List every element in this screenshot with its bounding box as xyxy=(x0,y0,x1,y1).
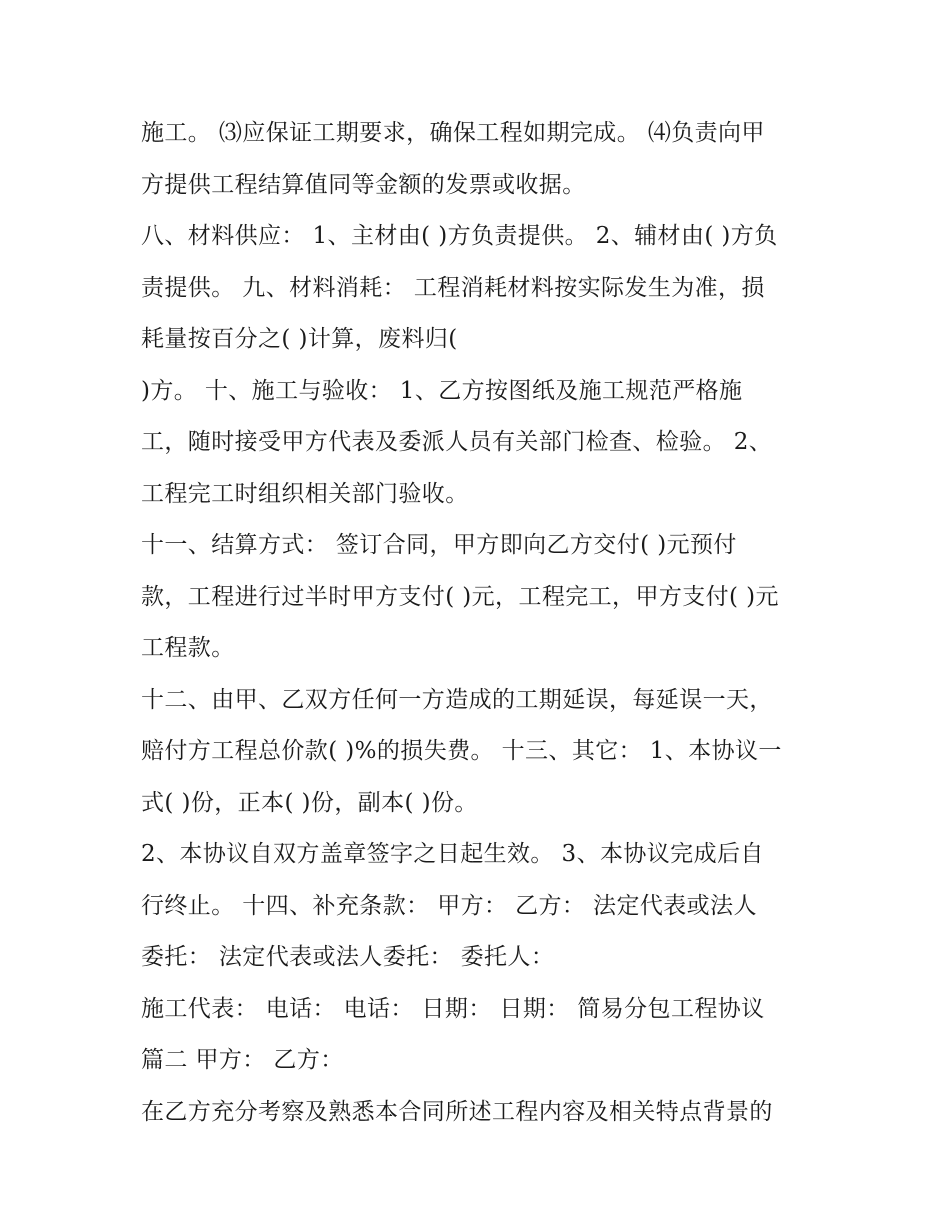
text-line: 工，随时接受甲方代表及委派人员有关部门检查、检验。 2、 xyxy=(141,429,773,455)
text-line: 委托： 法定代表或法人委托： 委托人： xyxy=(141,944,555,970)
text-line: 赔付方工程总价款( )%的损失费。 十三、其它： 1、本协议一 xyxy=(141,738,782,764)
text-line: 工程款。 xyxy=(141,635,235,661)
text-line: 八、材料供应： 1、主材由( )方负责提供。 2、辅材由( )方负 xyxy=(141,223,778,249)
text-line: 工程完工时组织相关部门验收。 xyxy=(141,480,469,507)
text-line: 施工代表： 电话： 电话： 日期： 日期： 简易分包工程协议 xyxy=(141,995,765,1022)
text-line: 2、本协议自双方盖章签字之日起生效。 3、本协议完成后自 xyxy=(141,841,764,867)
text-line: 责提供。 九、材料消耗： 工程消耗材料按实际发生为准，损 xyxy=(141,274,765,301)
text-line: 十一、结算方式： 签订合同，甲方即向乙方交付( )元预付 xyxy=(141,532,737,558)
text-line: 十二、由甲、乙双方任何一方造成的工期延误，每延误一天， xyxy=(141,686,773,713)
text-line: 耗量按百分之( )计算，废料归( xyxy=(141,326,458,352)
text-line: 篇二 甲方： 乙方： xyxy=(141,1047,344,1073)
text-line: 款，工程进行过半时甲方支付( )元，工程完工，甲方支付( )元 xyxy=(141,583,779,610)
text-line: 在乙方充分考察及熟悉本合同所述工程内容及相关特点背景的 xyxy=(141,1098,773,1125)
text-line: 方提供工程结算值同等金额的发票或收据。 xyxy=(141,171,586,198)
text-line: 施工。 ⑶应保证工期要求，确保工程如期完成。 ⑷负责向甲 xyxy=(141,120,765,146)
text-line: )方。 十、施工与验收： 1、乙方按图纸及施工规范严格施 xyxy=(141,377,743,404)
text-line: 行终止。 十四、补充条款： 甲方： 乙方： 法定代表或法人 xyxy=(141,892,757,919)
text-line: 式( )份，正本( )份，副本( )份。 xyxy=(141,789,478,816)
document-body xyxy=(141,108,841,1138)
